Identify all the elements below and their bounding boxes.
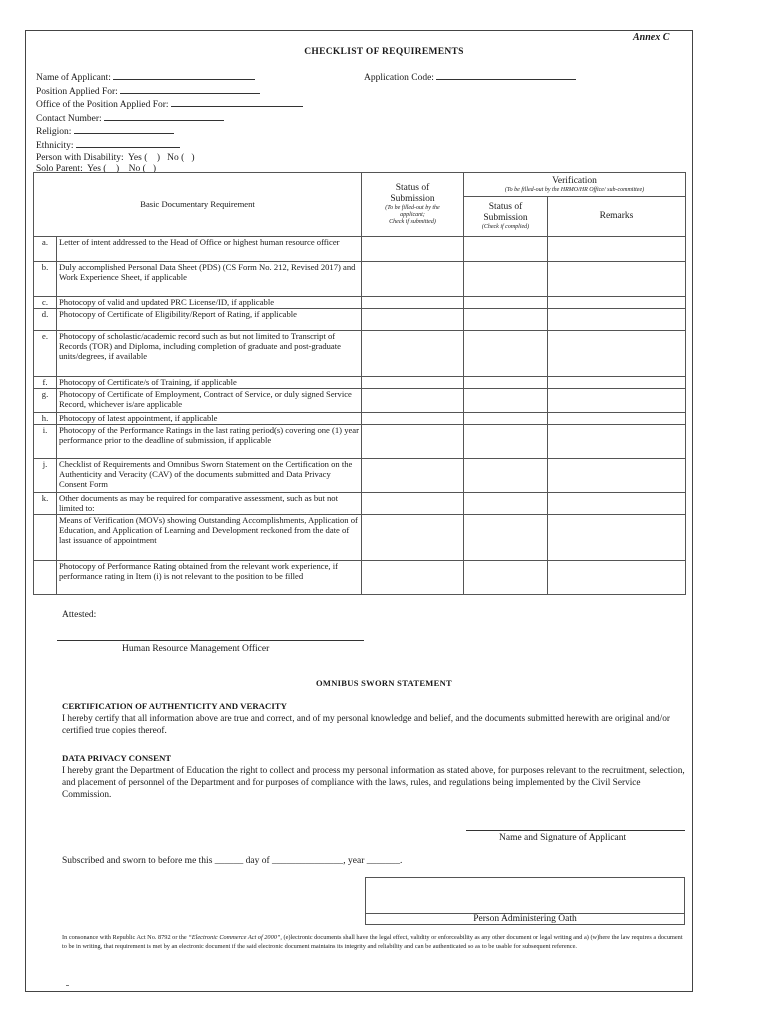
verifier-check-cell[interactable] xyxy=(464,262,548,297)
header-status-line2: Submission xyxy=(390,194,435,204)
religion-line[interactable] xyxy=(74,125,174,134)
verifier-check-cell[interactable] xyxy=(464,389,548,413)
footnote-act-title: “Electronic Commerce Act of 2000” xyxy=(188,934,281,941)
applicant-signature-label: Name and Signature of Applicant xyxy=(499,833,627,843)
row-requirement: Photocopy of scholastic/academic record such as but not limited to Transcript of Records (TOR) and Diploma, including completion of graduate and post-graduate units/degrees, if available xyxy=(57,331,362,377)
application-code-line[interactable] xyxy=(436,71,576,80)
remarks-cell[interactable] xyxy=(548,493,686,515)
field-ethnicity xyxy=(36,139,303,153)
table-row xyxy=(34,413,686,425)
row-letter: h. xyxy=(34,413,57,425)
field-application-code xyxy=(364,71,576,83)
table-row xyxy=(34,237,686,262)
hrmo-label: Human Resource Management Officer xyxy=(122,644,270,654)
hrmo-signature-line[interactable] xyxy=(57,640,364,641)
applicant-name-line[interactable] xyxy=(113,71,255,80)
table-row xyxy=(34,309,686,331)
table-header-row xyxy=(34,173,686,197)
applicant-check-cell[interactable] xyxy=(362,377,464,389)
row-requirement: Duly accomplished Personal Data Sheet (PDS) (CS Form No. 212, Revised 2017) and Work Experience Sheet, if applicable xyxy=(57,262,362,297)
row-requirement: Letter of intent addressed to the Head of Office or highest human resource officer xyxy=(57,237,362,262)
oath-label: Person Administering Oath xyxy=(365,913,685,925)
verifier-check-cell[interactable] xyxy=(464,425,548,459)
field-label: Religion: xyxy=(36,127,72,138)
header-remarks: Remarks xyxy=(548,197,686,237)
header-ver-status-line2: Submission xyxy=(483,213,528,223)
remarks-cell[interactable] xyxy=(548,515,686,561)
row-requirement: Photocopy of Certificate/s of Training, if applicable xyxy=(57,377,362,389)
legal-footnote xyxy=(62,934,687,951)
ethnicity-line[interactable] xyxy=(76,139,180,148)
field-label: Position Applied For: xyxy=(36,86,118,97)
remarks-cell[interactable] xyxy=(548,297,686,309)
requirements-table xyxy=(33,172,686,595)
verifier-check-cell[interactable] xyxy=(464,237,548,262)
row-letter: g. xyxy=(34,389,57,413)
row-letter: j. xyxy=(34,459,57,493)
remarks-cell[interactable] xyxy=(548,262,686,297)
privacy-title: DATA PRIVACY CONSENT xyxy=(62,753,172,763)
row-requirement: Photocopy of valid and updated PRC License/ID, if applicable xyxy=(57,297,362,309)
remarks-cell[interactable] xyxy=(548,425,686,459)
field-position xyxy=(36,85,303,99)
header-verifier-status xyxy=(464,197,548,237)
header-status-note1: (To be filled-out by the xyxy=(385,205,440,211)
row-letter: d. xyxy=(34,309,57,331)
table-row xyxy=(34,389,686,413)
sworn-statement: Subscribed and sworn to before me this ______ day of _______________, year _______. xyxy=(62,856,403,866)
field-contact xyxy=(36,112,303,126)
applicant-check-cell[interactable] xyxy=(362,561,464,595)
row-letter: f. xyxy=(34,377,57,389)
row-requirement: Means of Verification (MOVs) showing Outstanding Accomplishments, Application of Education, and Application of Learning and Development reckoned from the date of last issuance of appointment xyxy=(57,515,362,561)
header-verification-title: Verification xyxy=(552,175,597,186)
annex-label: Annex C xyxy=(633,32,670,43)
header-status-note2: applicant; xyxy=(400,212,425,218)
field-office xyxy=(36,98,303,112)
cav-text: I hereby certify that all information above are true and correct, and of my personal knowledge and belief, and the documents submitted herewith are original and/or certified true copies thereof. xyxy=(62,714,670,736)
remarks-cell[interactable] xyxy=(548,237,686,262)
row-requirement: Other documents as may be required for comparative assessment, such as but not limited to: xyxy=(57,493,362,515)
header-applicant-status xyxy=(362,173,464,237)
header-ver-status-line1: Status of xyxy=(488,202,523,212)
applicant-check-cell[interactable] xyxy=(362,389,464,413)
attested-label: Attested: xyxy=(62,610,97,620)
footnote-text: In consonance with Republic Act No. 8792 or the xyxy=(62,934,189,941)
row-letter: i. xyxy=(34,425,57,459)
header-requirement: Basic Documentary Requirement xyxy=(34,173,362,237)
verifier-check-cell[interactable] xyxy=(464,561,548,595)
verifier-check-cell[interactable] xyxy=(464,309,548,331)
field-label: Name of Applicant: xyxy=(36,73,111,83)
remarks-cell[interactable] xyxy=(548,377,686,389)
applicant-check-cell[interactable] xyxy=(362,425,464,459)
applicant-check-cell[interactable] xyxy=(362,331,464,377)
footnote-text: , (e)lectronic documents shall have the legal effect, validity or enforceability as any other document or legal writing and a) (w)here the law requires a document to be in writing, that requirement is met by an electronic document if the said electronic document maintains its integrity and reliability and can be authenticated so as to be usable for subsequent reference. xyxy=(62,934,683,950)
row-requirement: Photocopy of the Performance Ratings in the last rating period(s) covering one (1) year performance prior to the deadline of submission, if applicable xyxy=(57,425,362,459)
row-letter xyxy=(34,515,57,561)
verifier-check-cell[interactable] xyxy=(464,459,548,493)
row-requirement: Photocopy of Certificate of Eligibility/Report of Rating, if applicable xyxy=(57,309,362,331)
field-label: Ethnicity: xyxy=(36,140,74,151)
row-requirement: Checklist of Requirements and Omnibus Sworn Statement on the Certification on the Authenticity and Veracity (CAV) of the documents submitted and Data Privacy Consent Form xyxy=(57,459,362,493)
applicant-signature-line[interactable] xyxy=(466,830,685,831)
omnibus-title: OMNIBUS SWORN STATEMENT xyxy=(316,678,452,688)
table-row xyxy=(34,459,686,493)
position-line[interactable] xyxy=(120,85,260,94)
row-letter: e. xyxy=(34,331,57,377)
header-verification xyxy=(464,173,686,197)
header-verification-note: (To be filled-out by the HRMO/HR Office/ sub-committee) xyxy=(504,186,645,193)
contact-line[interactable] xyxy=(104,112,224,121)
applicant-check-cell[interactable] xyxy=(362,493,464,515)
privacy-text: I hereby grant the Department of Education the right to collect and process my personal information as stated above, for purposes relevant to the recruitment, selection, and placement of personnel of the Department and for purposes of compliance with the laws, rules, and regulations being implemented by the Civil Service Commission. xyxy=(62,766,685,800)
row-letter: c. xyxy=(34,297,57,309)
table-row xyxy=(34,425,686,459)
row-letter xyxy=(34,561,57,595)
applicant-check-cell[interactable] xyxy=(362,237,464,262)
remarks-cell[interactable] xyxy=(548,389,686,413)
page-mark xyxy=(66,985,69,986)
applicant-check-cell[interactable] xyxy=(362,515,464,561)
table-row xyxy=(34,262,686,297)
applicant-check-cell[interactable] xyxy=(362,413,464,425)
field-applicant-name xyxy=(36,71,303,85)
applicant-check-cell[interactable] xyxy=(362,309,464,331)
checklist-title: CHECKLIST OF REQUIREMENTS xyxy=(304,47,464,57)
verifier-check-cell[interactable] xyxy=(464,413,548,425)
applicant-info xyxy=(36,71,303,176)
table-row xyxy=(34,493,686,515)
verifier-check-cell[interactable] xyxy=(464,515,548,561)
applicant-check-cell[interactable] xyxy=(362,459,464,493)
header-ver-status-note: (Check if complied) xyxy=(481,224,530,230)
row-letter: a. xyxy=(34,237,57,262)
row-requirement: Photocopy of Certificate of Employment, Contract of Service, or duly signed Service Record, whichever is/are applicable xyxy=(57,389,362,413)
table-row xyxy=(34,377,686,389)
field-religion xyxy=(36,125,303,139)
row-letter: k. xyxy=(34,493,57,515)
header-status-note3: Check if submitted) xyxy=(389,219,436,225)
applicant-check-cell[interactable] xyxy=(362,262,464,297)
remarks-cell[interactable] xyxy=(548,459,686,493)
remarks-cell[interactable] xyxy=(548,331,686,377)
table-row xyxy=(34,331,686,377)
field-pwd[interactable]: Person with Disability: Yes ( ) No ( ) xyxy=(36,152,195,163)
remarks-cell[interactable] xyxy=(548,561,686,595)
table-row xyxy=(34,297,686,309)
header-status-line1: Status of xyxy=(395,183,430,193)
verifier-check-cell[interactable] xyxy=(464,377,548,389)
table-row xyxy=(34,515,686,561)
cav-title: CERTIFICATION OF AUTHENTICITY AND VERACITY xyxy=(62,701,288,711)
field-label: Application Code: xyxy=(364,73,434,83)
row-requirement: Photocopy of Performance Rating obtained from the relevant work experience, if performance rating in Item (i) is not relevant to the position to be filled xyxy=(57,561,362,595)
table-row xyxy=(34,561,686,595)
row-letter: b. xyxy=(34,262,57,297)
row-requirement: Photocopy of latest appointment, if applicable xyxy=(57,413,362,425)
field-solo-parent[interactable]: Solo Parent: Yes ( ) No ( ) xyxy=(36,164,157,175)
remarks-cell[interactable] xyxy=(548,413,686,425)
office-line[interactable] xyxy=(171,98,303,107)
remarks-cell[interactable] xyxy=(548,309,686,331)
verifier-check-cell[interactable] xyxy=(464,297,548,309)
field-label: Contact Number: xyxy=(36,113,102,124)
field-label: Office of the Position Applied For: xyxy=(36,100,169,111)
verifier-check-cell[interactable] xyxy=(464,331,548,377)
applicant-check-cell[interactable] xyxy=(362,297,464,309)
verifier-check-cell[interactable] xyxy=(464,493,548,515)
